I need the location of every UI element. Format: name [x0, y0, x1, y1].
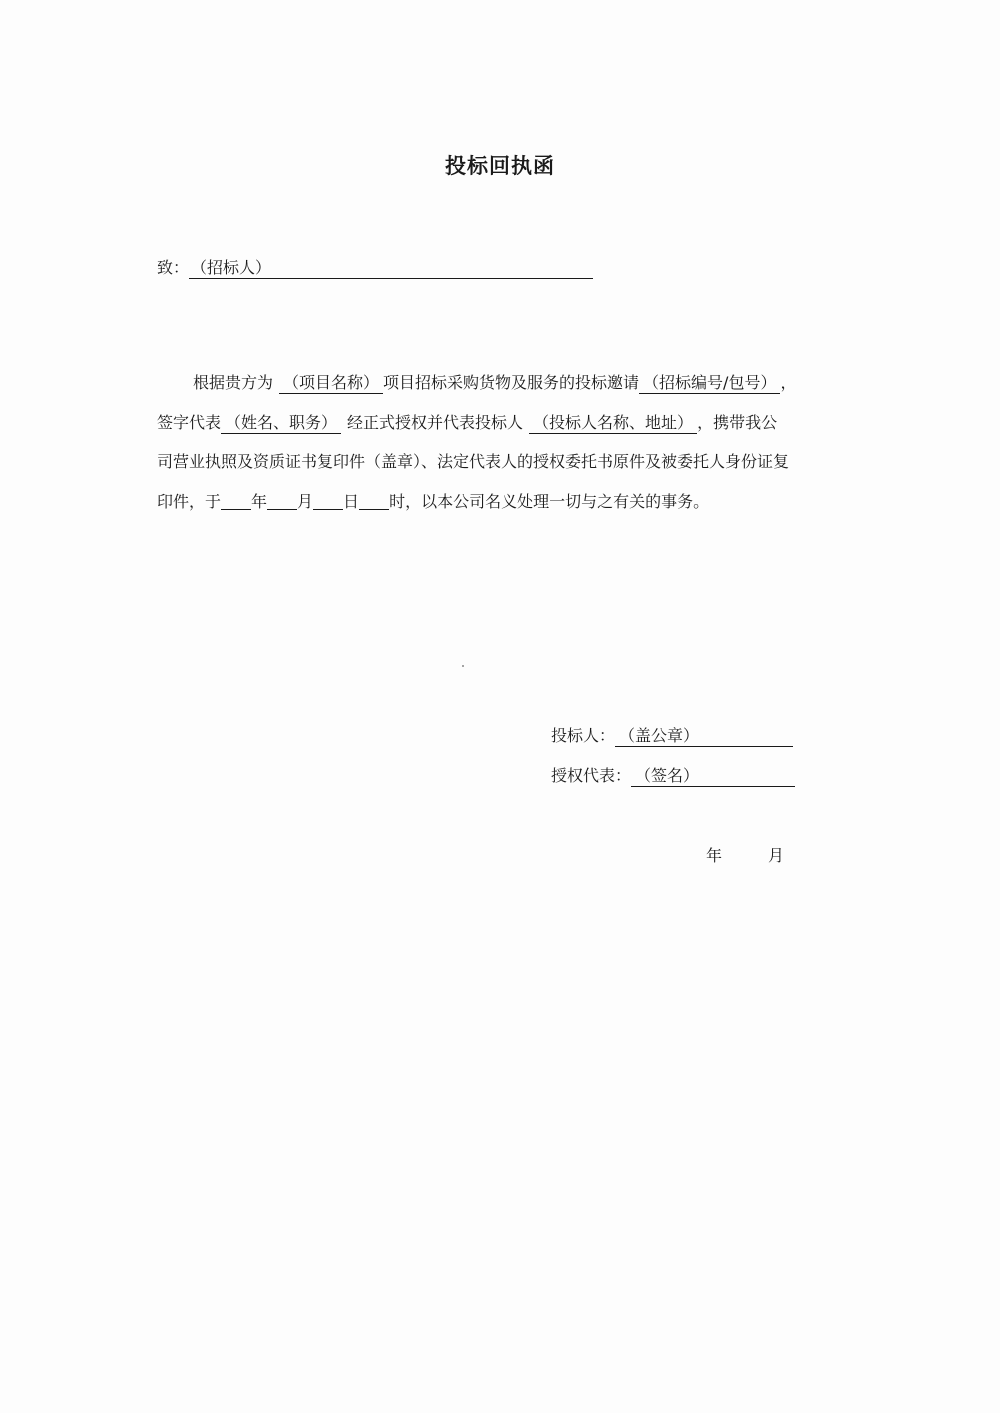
bidder-signature-line — [551, 723, 793, 747]
month-label: 月 — [297, 492, 314, 511]
text-segment: 时，以本公司名义处理一切与之有关的事务。 — [389, 492, 710, 511]
company-seal-field: （盖公章） — [615, 726, 793, 747]
recipient-label: 致： — [157, 258, 190, 277]
scan-speck — [462, 665, 464, 667]
paragraph-line-1 — [157, 370, 857, 394]
text-segment: 项目招标采购货物及服务的投标邀请 — [383, 373, 640, 392]
representative-name-field: （姓名、职务） — [221, 413, 341, 434]
paragraph-line-2 — [157, 410, 857, 434]
bidder-label: 投标人： — [551, 726, 616, 745]
hour-blank — [359, 493, 389, 510]
day-blank — [313, 493, 343, 510]
paragraph-line-3: 司营业执照及资质证书复印件（盖章）、法定代表人的授权委托书原件及被委托人身份证复 — [157, 452, 790, 471]
year-blank — [221, 493, 251, 510]
day-label: 日 — [343, 492, 360, 511]
date-year-label: 年 — [706, 846, 723, 865]
date-month-label: 月 — [768, 846, 785, 865]
bidder-name-address-field: （投标人名称、地址） — [529, 413, 697, 434]
signature-field: （签名） — [631, 766, 795, 787]
text-segment: 签字代表 — [157, 413, 222, 432]
month-blank — [267, 493, 297, 510]
recipient-line — [157, 255, 593, 279]
document-title: 投标回执函 — [445, 154, 555, 178]
project-name-field: （项目名称） — [279, 373, 383, 394]
text-segment: 根据贵方为 — [193, 373, 274, 392]
representative-label: 授权代表： — [551, 766, 632, 785]
text-segment: 印件，于 — [157, 492, 222, 511]
text-segment: 经正式授权并代表投标人 — [347, 413, 524, 432]
paragraph-line-4 — [157, 489, 857, 512]
text-segment: ，携带我公 — [697, 413, 778, 432]
representative-signature-line — [551, 763, 795, 787]
text-segment: ， — [780, 373, 797, 392]
recipient-field: （招标人） — [189, 258, 593, 279]
year-label: 年 — [251, 492, 268, 511]
date-line — [706, 843, 784, 866]
bid-number-field: （招标编号/包号） — [639, 373, 780, 394]
